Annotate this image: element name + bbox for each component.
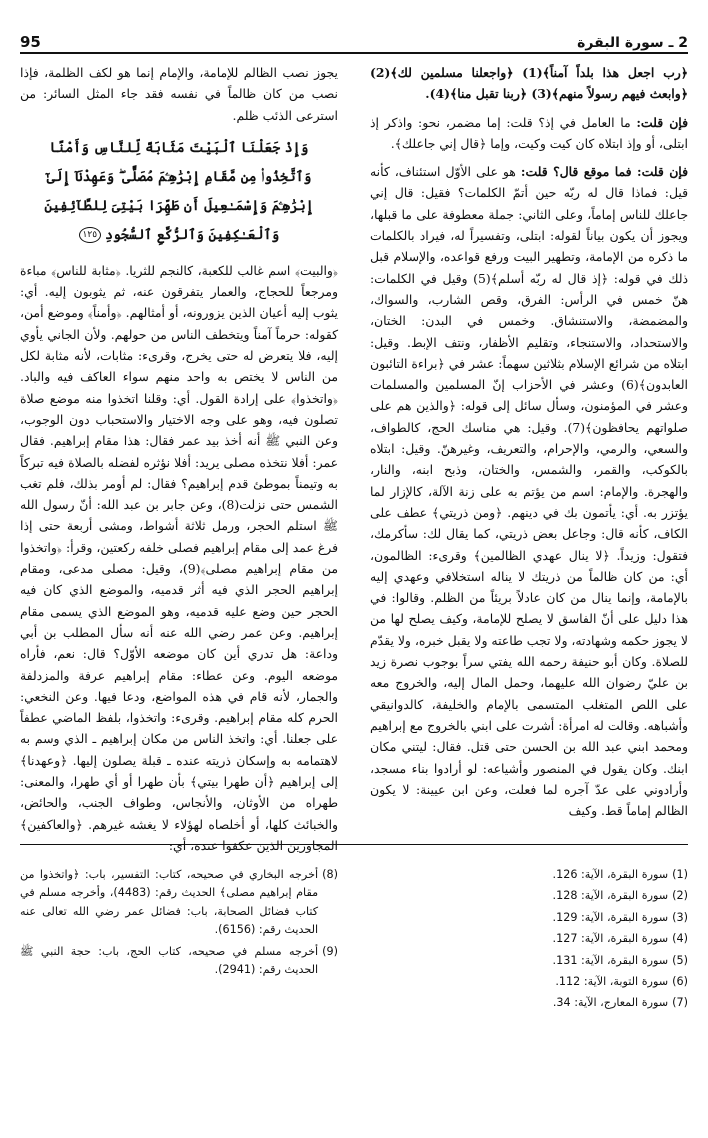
paragraph-intro: يجوز نصب الظالم للإمامة، والإمام إنما هو لكف الظلمة، فإذا نصب من كان ظالماً في نفسه فقد جاء المثل السائر: من استرعى الذئب ظلم. bbox=[20, 65, 338, 123]
paragraph-verses: ﴿رب اجعل هذا بلداً آمناً﴾(1) ﴿واجعلنا مسلمين لك﴾(2) ﴿وابعث فيهم رسولاً منهم﴾(3) ﴿ربنا تقبل منا﴾(4). bbox=[370, 65, 688, 102]
footnote: (5) سورة البقرة، الآية: 131. bbox=[552, 953, 688, 967]
sura-title: 2 ـ سورة البقرة bbox=[577, 35, 688, 51]
paragraph-commentary: ﴿والبيت﴾ اسم غالب للكعبة، كالنجم للثريا. ﴿مثابة للناس﴾ مباءة ومرجعاً للحجاج، والعمار يتفرقون عنه، ثم يثوبون إليه. أي: يثوب إليه أعيان الذين يزورونه، أو أمثالهم. ﴿وأمناً﴾ وموضع أمن، كقوله: حرماً آمناً ويتخطف الناس من حولهم. ولأن الجاني يأوي إليه، فلا يتعرض له حتى يخرج، وقرىء: مثابات، لأنه مثابة لكل من الناس لا يختص به واحد منهم سواء العاكف فيه والباد. ﴿واتخذوا﴾ على إرادة القول. أي: وقلنا اتخذوا منه موضع صلاة تصلون فيه، وهو على وجه الاختيار والاستحباب دون الوجوب، وعن النبي ﷺ أنه أخذ بيد عمر فقال: هذا مقام إبراهيم. فقال عمر: أفلا نتخذه مصلى يريد: أفلا نؤثره لفضله بالصلاة فيه تبركاً به وتيمناً بموطئ قدم إبراهيم؟ فقال: لم أومر بذلك، فلم تغب الشمس حتى نزلت(8)، وعن جابر بن عبد الله: أنّ رسول الله ﷺ استلم الحجر، ورمل ثلاثة أشواط، ومشى أربعة حتى إذا فرغ عمد إلى مقام إبراهيم فصلى خلفه ركعتين، وقرأ: ﴿واتخذوا من مقام إبراهيم مصلى﴾(9)، وقيل: مصلى مدعى، ومقام إبراهيم الحجر الذي فيه أثر قدميه، والموضع الذي كان فيه الحجر حين وضع عليه قدميه، وهو الموضع الذي يسمى مقام إبراهيم. وعن عمر رضي الله عنه أنه سأل المطلب بن أبي وداعة: هل تدري أين كان موضعه الأوّل؟ قال: نعم، فأراه موضعه اليوم. وعن عطاء: مقام إبراهيم عرفة والمزدلفة والجمار، لأنه قام في هذه المواضع، ودعا فيها. وعن النخعي: الحرم كله مقام إبراهيم. وقرىء: واتخذوا، بلفظ الماضي عطفاً على جعلنا. أي: واتخذ الناس من مكان إبراهيم ـ الذي وسم به لاهتمامه به وإسكان ذريته عنده ـ قبلة يصلون إليها. ﴿وعهدنا﴾ إلى إبراهيم ﴿أن طهرا بيتي﴾ بأن طهرا أو أي طهرا، والمعنى: طهراه من الأوثان، والأنجاس، وطواف الجنب، والحائض، والخبائث كلها، أو أخلصاه لهؤلاء لا يغشه غيرهم. ﴿والعاكفين﴾ المجاورين الذين عكفوا عنده، أي: bbox=[20, 262, 338, 853]
footnotes-right bbox=[370, 866, 688, 1016]
footnote: (2) سورة البقرة، الآية: 128. bbox=[552, 889, 688, 903]
verse-number-badge: ١٢٥ bbox=[79, 227, 101, 243]
left-column bbox=[20, 62, 338, 856]
paragraph-body: ما العامل في إذ؟ قلت: إما مضمر، نحو: واذكر إذ ابتلى، أو وإذ ابتلاه كان كيت وكيت، وإما ﴿قال إني جاعلك﴾. bbox=[370, 114, 688, 151]
paragraph-lead: فإن قلت: فما موقع قال؟ قلت: bbox=[520, 164, 688, 180]
paragraph-body: هو على الأوّل استئناف، كأنه قيل: فماذا قال له ربّه حين أتمّ الكلمات؟ فقيل: قال إني جاعلك للناس إماماً، وعلى الثاني: جملة معطوفة على ما قبلها، ويجوز أن يكون بياناً لقوله: ابتلى، وتفسيراً له، فيراد بالكلمات ما ذكره من الإمامة، وتطهير البيت ورفع قواعده، والإسلام قبل ذلك في قوله: ﴿إذ قال له ربّه أسلم﴾(5) وقيل في الكلمات: هنّ خمس في الرأس: الفرق، وقص الشارب، والسواك، والمضمضة، والاستنشاق. وخمس في البدن: الختان، والاستحداد، والاستنجاء، وتقليم الأظفار، ونتف الإبط. وقيل: ابتلاه من شرائع الإسلام بثلاثين سهماً: عشر في ﴿براءة التائبون العابدون﴾(6) وعشر في الأحزاب إنّ المسلمين والمسلمات وعشر في المؤمنون، وسأل سائل إلى قوله: ﴿والذين هم على صلواتهم يحافظون﴾(7). وقيل: هي مناسك الحج، كالطواف، والسعي، والرمي، والإحرام، والتعريف، وغيرهنّ. وقيل: ابتلاه بالكوكب، والقمر، والشمس، والختان، وذبح ابنه، والنار، والهجرة. والإمام: اسم من يؤتم به على زنة الآلة، كالإزار لما يؤتزر به. أي: يأتمون بك في دينهم. ﴿ومن ذريتي﴾ عطف على الكاف، كأنه قال: وجاعل بعض ذريتي، كما يقال لك: سأكرمك، فتقول: وزيداً. ﴿لا ينال عهدي الظالمين﴾ وقرىء: الظالمون، أي: من كان ظالماً من ذريتك لا يناله استخلافي وعهدي إليه بالإمامة، وإنما ينال من كان عادلاً بريئاً من الظلم. وقالوا: في هذا دليل على أنّ الفاسق لا يصلح للإمامة، وكيف يصلح لها من لا يجوز حكمه وشهادته، ولا تجب طاعته ولا يقبل خبره، ولا يقدّم للصلاة. وكان أبو حنيفة رحمه الله يفتي سراً بوجوب نصرة زيد بن عليّ رضوان الله عليهما، وحمل المال إليه، والخروج معه على اللص المتغلب المتسمى بالإمام والخليفة، كالدوانيقي وأشباهه. وقالت له امرأة: أشرت على ابني بالخروج مع إبراهيم ومحمد ابني عبد الله بن الحسن حتى قتل. فقال: ليتني مكان ابنك. وكان يقول في المنصور وأشياعه: لو أرادوا بناء مسجد، وأرادوني على عدّ آجره لما فعلت، وعن ابن عيينة: لا يكون الظالم إماماً قط. وكيف bbox=[370, 164, 689, 819]
footnote-divider bbox=[20, 844, 688, 845]
quran-verse: وَإِذْ جَعَلْنَا ٱلْبَيْتَ مَثَابَةً لِّلنَّاسِ وَأَمْنًا وَٱتَّخِذُوا۟ مِن مَّقَامِ إِبْرَٰهِـۧمَ مُصَلًّى ۖ وَعَهِدْنَآ إِلَىٰٓ إِبْرَٰهِـۧمَ وَإِسْمَـٰعِيلَ أَن طَهِّرَا بَيْتِىَ لِلطَّآئِفِينَ وَٱلْعَـٰكِفِينَ وَٱلرُّكَّعِ ٱلسُّجُودِ bbox=[44, 139, 314, 243]
footnote: (9) أخرجه مسلم في صحيحه، كتاب الحج، باب: حجة النبي ﷺ الحديث رقم: (2941). bbox=[20, 944, 338, 977]
paragraph-question-2 bbox=[370, 161, 688, 821]
footnote: (1) سورة البقرة، الآية: 126. bbox=[552, 868, 688, 881]
page-header bbox=[20, 30, 688, 54]
footnote: (7) سورة المعارج، الآية: 34. bbox=[552, 996, 688, 1010]
paragraph-lead: فإن قلت: bbox=[636, 114, 688, 130]
footnote: (6) سورة التوبة، الآية: 112. bbox=[555, 975, 688, 989]
footnote: (4) سورة البقرة، الآية: 127. bbox=[552, 932, 688, 946]
right-column bbox=[370, 62, 688, 821]
footnotes-left bbox=[20, 866, 338, 982]
paragraph-question-1 bbox=[370, 112, 688, 155]
page-number: 95 bbox=[20, 33, 41, 51]
footnote: (3) سورة البقرة، الآية: 129. bbox=[552, 910, 688, 924]
footnote: (8) أخرجه البخاري في صحيحه، كتاب: التفسير، باب: ﴿واتخذوا من مقام إبراهيم مصلى﴾ الحديث رقم: (4483)، وأخرجه مسلم في كتاب فضائل الصحابة، باب: فضائل عمر رضي الله تعالى عنه الحديث رقم: (6156). bbox=[20, 868, 338, 937]
quran-verse-block bbox=[20, 134, 338, 250]
